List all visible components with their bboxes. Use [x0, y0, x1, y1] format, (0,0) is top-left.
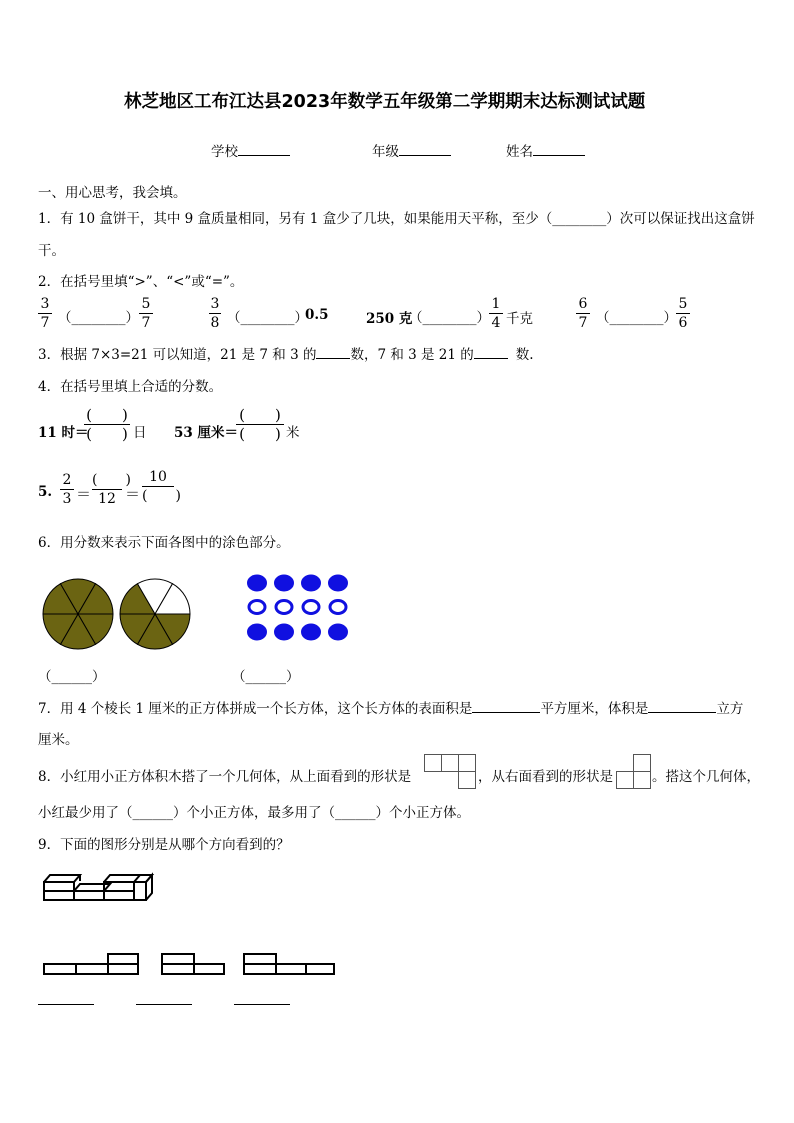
filled-dot — [329, 624, 348, 640]
q6-stem: 6．用分数来表示下面各图中的涂色部分。 — [38, 535, 290, 551]
q2-unit: 千克 — [506, 311, 533, 327]
fraction: 2 3 — [60, 472, 74, 507]
page-title: 林芝地区工布江达县2023年数学五年级第二学期期末达标测试试题 — [124, 92, 646, 112]
pie-figure-1 — [43, 579, 113, 649]
hollow-dot — [330, 601, 346, 614]
q2-stem: 2．在括号里填“>”、“<”或“=”。 — [38, 274, 244, 290]
equals-sign: ＝ — [125, 485, 141, 503]
grade-label: 年级 — [372, 144, 399, 160]
fraction: 5 6 — [676, 296, 690, 331]
hollow-dot — [276, 601, 292, 614]
right-view-icon — [616, 754, 652, 790]
q8-line2: 小红最少用了（______）个小正方体，最多用了（______）个小正方体。 — [38, 805, 470, 821]
q2-answer-blank-4[interactable]: （________） — [596, 310, 677, 326]
q9-answer-blank-3[interactable] — [234, 990, 290, 1009]
fraction: 3 8 — [210, 296, 220, 331]
q4-answer-fraction-2[interactable]: ( ) ( ) — [236, 407, 284, 442]
hollow-dot — [249, 601, 265, 614]
q7-line1: 7．用 4 个棱长 1 厘米的正方体拼成一个长方体，这个长方体的表面积是 平方厘米，体积是 立方 — [38, 697, 743, 717]
q8-line1a: 8．小红用小正方体积木搭了一个几何体，从上面看到的形状是 — [38, 769, 412, 785]
q5-label: 5. — [38, 484, 53, 500]
q1-line2: 干。 — [38, 243, 65, 259]
filled-dot — [248, 624, 267, 640]
q9-answer-blank-1[interactable] — [38, 990, 94, 1009]
top-view-icon — [424, 754, 476, 790]
q4-left-unit: 日 — [133, 425, 147, 441]
filled-dot — [275, 575, 294, 591]
view-figures — [40, 952, 340, 978]
pie-figure-2 — [120, 579, 190, 649]
q8-line1b: ，从右面看到的形状是 — [478, 769, 613, 785]
filled-dot — [329, 575, 348, 591]
q4-right-unit: 米 — [286, 425, 300, 441]
q2-answer-blank-1[interactable]: （________） — [58, 310, 139, 326]
fraction: 5 7 — [139, 296, 153, 331]
q2-value: 0.5 — [305, 307, 329, 323]
q6-answer-blank-2[interactable]: （______） — [232, 669, 300, 685]
name-label: 姓名 — [506, 144, 533, 160]
q7-blank-2[interactable] — [648, 698, 716, 713]
dot-figure — [248, 575, 348, 640]
filled-dot — [302, 575, 321, 591]
q7-line2: 厘米。 — [38, 732, 79, 748]
fraction: 6 7 — [576, 296, 590, 331]
q1-line1: 1．有 10 盒饼干，其中 9 盒质量相同，另有 1 盒少了几块，如果能用天平称，至少（________）次可以保证找出这盒饼 — [38, 211, 755, 227]
q5-answer-fraction-1[interactable]: ( ) 12 — [92, 472, 131, 507]
q6-answer-blank-1[interactable]: （______） — [38, 669, 106, 685]
q5-answer-fraction-2[interactable]: 10 ( ) — [142, 469, 181, 504]
q8-line1c: 。搭这个几何体， — [652, 769, 760, 785]
q9-answer-blank-2[interactable] — [136, 990, 192, 1009]
q3-line: 3．根据 7×3=21 可以知道，21 是 7 和 3 的 数，7 和 3 是 21 的 数. — [38, 343, 534, 363]
filled-dot — [275, 624, 294, 640]
hollow-dot — [303, 601, 319, 614]
q7-blank-1[interactable] — [472, 698, 540, 713]
block-solid-figure — [40, 870, 160, 906]
q2-answer-blank-2[interactable]: （________） — [227, 310, 308, 326]
fraction: 1 4 — [489, 296, 503, 331]
fraction: 3 7 — [38, 296, 52, 331]
q4-right-label: 53 厘米＝ — [174, 425, 238, 441]
filled-dot — [302, 624, 321, 640]
q4-stem: 4．在括号里填上合适的分数。 — [38, 379, 223, 395]
q4-answer-fraction-1[interactable]: ( ) ( ) — [84, 407, 130, 442]
q9-stem: 9．下面的图形分别是从哪个方向看到的？ — [38, 837, 290, 853]
equals-sign: ＝ — [76, 485, 92, 503]
q2-value: 250 克 — [366, 311, 413, 327]
filled-dot — [248, 575, 267, 591]
school-label: 学校 — [211, 144, 238, 160]
q4-left-label: 11 时＝ — [38, 425, 89, 441]
section-heading: 一、用心思考，我会填。 — [38, 185, 187, 201]
q2-answer-blank-3[interactable]: （________） — [409, 310, 490, 326]
